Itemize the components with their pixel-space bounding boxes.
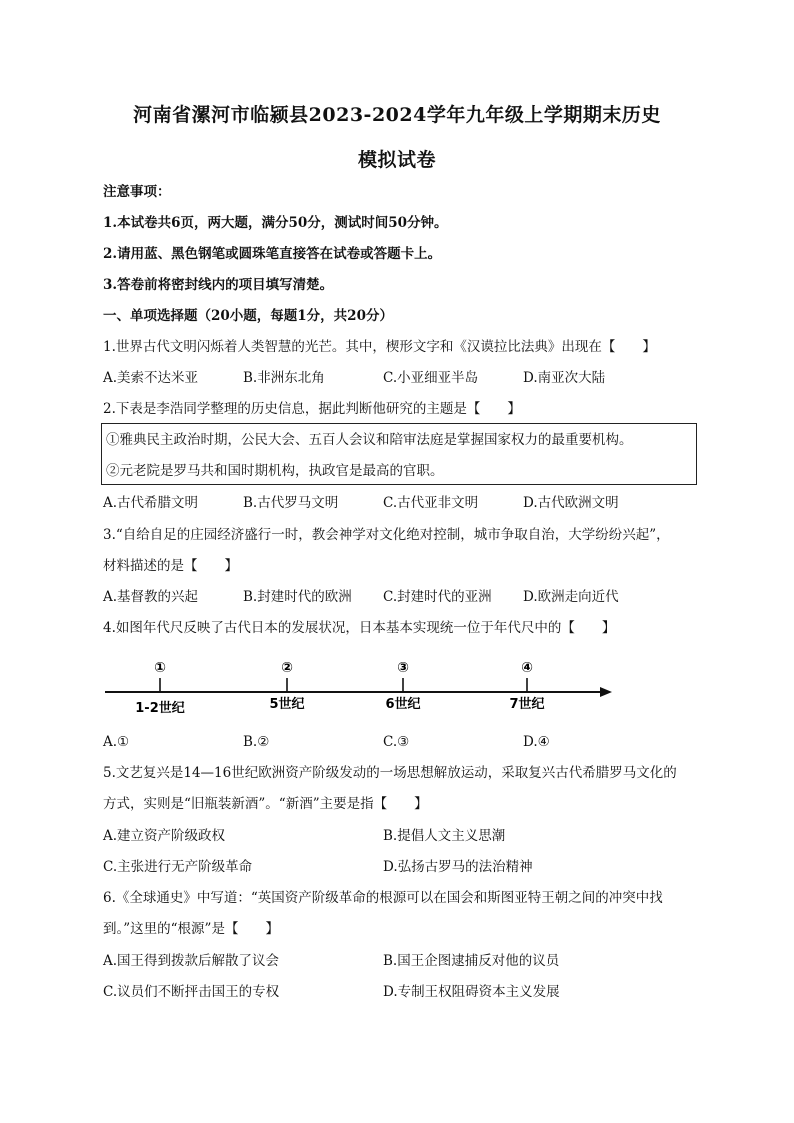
question-6-option-a: A.国王得到拨款后解散了议会: [103, 953, 280, 969]
question-3-option-b: B.封建时代的欧洲: [243, 589, 352, 605]
question-6-stem: 6.《全球通史》中写道：“英国资产阶级革命的根源可以在国会和斯图亚特王朝之间的冲突中找: [103, 890, 663, 906]
question-6-stem-cont: 到。”这里的“根源”是【 】: [103, 921, 279, 937]
exam-title: 河南省漯河市临颍县2023-2024学年九年级上学期期末历史: [133, 104, 661, 126]
timeline-label: 1-2世纪: [135, 701, 185, 716]
notice-item: 2.请用蓝、黑色钢笔或圆珠笔直接答在试卷或答题卡上。: [103, 246, 442, 262]
question-3-stem-cont: 材料描述的是【 】: [103, 558, 238, 574]
timeline-figure: [100, 650, 620, 720]
timeline-mark: ③: [397, 660, 409, 676]
question-5-stem-cont: 方式，实则是“旧瓶装新酒”。“新酒”主要是指【 】: [103, 796, 428, 812]
question-6-option-d: D.专制王权阻碍资本主义发展: [383, 984, 560, 1000]
material-line: ①雅典民主政治时期，公民大会、五百人会议和陪审法庭是掌握国家权力的最重要机构。: [106, 432, 633, 448]
question-2-stem: 2.下表是李浩同学整理的历史信息，据此判断他研究的主题是【 】: [103, 401, 521, 417]
question-2-option-b: B.古代罗马文明: [243, 495, 339, 511]
notice-item: 1.本试卷共6页，两大题，满分50分，测试时间50分钟。: [103, 215, 448, 231]
notice-item: 3.答卷前将密封线内的项目填写清楚。: [103, 277, 334, 293]
material-line: ②元老院是罗马共和国时期机构，执政官是最高的官职。: [106, 463, 444, 479]
question-1-stem: 1.世界古代文明闪烁着人类智慧的光芒。其中，楔形文字和《汉谟拉比法典》出现在【 】: [103, 339, 656, 355]
question-1-option-d: D.南亚次大陆: [523, 370, 606, 386]
exam-subtitle: 模拟试卷: [357, 149, 436, 171]
question-2-material-box: [101, 423, 697, 485]
question-6-option-c: C.议员们不断抨击国王的专权: [103, 984, 280, 1000]
question-3-stem: 3.“自给自足的庄园经济盛行一时，教会神学对文化绝对控制，城市争取自治，大学纷纷兴起”，: [103, 527, 670, 543]
question-4-stem: 4.如图年代尺反映了古代日本的发展状况，日本基本实现统一位于年代尺中的【 】: [103, 620, 616, 636]
question-4-option-d: D.④: [523, 734, 550, 750]
section-heading: 一、单项选择题（20小题，每题1分，共20分）: [103, 308, 393, 324]
timeline-label: 7世纪: [509, 697, 545, 712]
timeline-label: 5世纪: [269, 697, 305, 712]
question-6-option-b: B.国王企图逮捕反对他的议员: [383, 953, 560, 969]
question-5-option-b: B.提倡人文主义思潮: [383, 828, 506, 844]
question-3-option-d: D.欧洲走向近代: [523, 589, 619, 605]
timeline-mark: ②: [281, 660, 293, 676]
timeline-arrow: [600, 687, 612, 697]
timeline-mark: ①: [154, 660, 166, 676]
question-4-option-b: B.②: [243, 734, 270, 750]
question-1-option-b: B.非洲东北角: [243, 370, 325, 386]
question-2-option-a: A.古代希腊文明: [103, 495, 199, 511]
question-4-option-a: A.①: [103, 734, 130, 750]
question-1-option-c: C.小亚细亚半岛: [383, 370, 479, 386]
question-3-option-a: A.基督教的兴起: [103, 589, 199, 605]
question-5-option-c: C.主张进行无产阶级革命: [103, 859, 253, 875]
question-2-option-d: D.古代欧洲文明: [523, 495, 619, 511]
question-4-option-c: C.③: [383, 734, 410, 750]
notice-heading: 注意事项：: [103, 184, 171, 200]
timeline-mark: ④: [521, 660, 533, 676]
question-3-option-c: C.封建时代的亚洲: [383, 589, 492, 605]
timeline-label: 6世纪: [385, 697, 421, 712]
question-2-option-c: C.古代亚非文明: [383, 495, 479, 511]
question-5-option-d: D.弘扬古罗马的法治精神: [383, 859, 533, 875]
question-5-stem: 5.文艺复兴是14—16世纪欧洲资产阶级发动的一场思想解放运动，采取复兴古代希腊罗马文化的: [103, 765, 677, 781]
question-5-option-a: A.建立资产阶级政权: [103, 828, 226, 844]
question-1-option-a: A.美索不达米亚: [103, 370, 199, 386]
